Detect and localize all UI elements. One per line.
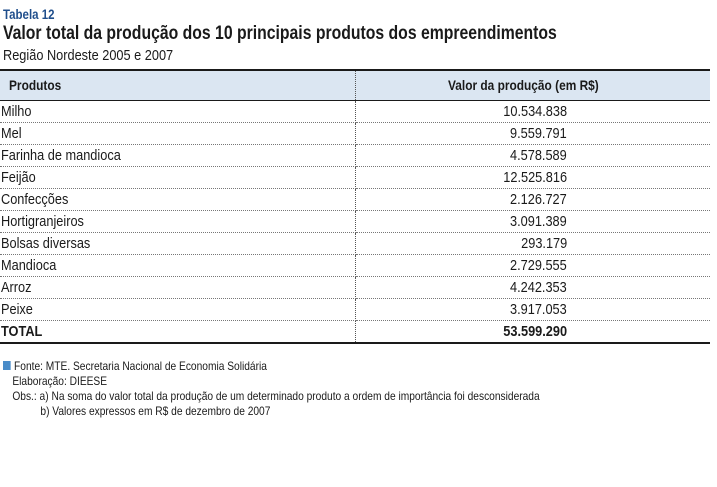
- cell-produto: Bolsas diversas: [0, 232, 356, 254]
- cell-produto: Mandioca: [0, 254, 356, 276]
- total-row: [0, 320, 710, 343]
- cell-valor: 12.525.816: [356, 166, 711, 188]
- cell-valor: 3.091.389: [356, 210, 711, 232]
- table-header: [3, 5, 713, 66]
- cell-produto: Hortigranjeiros: [0, 210, 356, 232]
- table-subtitle: Região Nordeste 2005 e 2007: [3, 47, 174, 64]
- cell-total-label: TOTAL: [0, 320, 356, 343]
- column-header-valor: Valor da produção (em R$): [356, 70, 711, 100]
- obs-note-a: Obs.: a) Na soma do valor total da produção de um determinado produto a ordem de importância foi desconsiderada: [12, 389, 540, 403]
- table-row: [0, 276, 710, 298]
- cell-produto: Peixe: [0, 298, 356, 320]
- column-header-produtos: Produtos: [0, 70, 356, 100]
- cell-valor: 3.917.053: [356, 298, 711, 320]
- table-notes: [3, 359, 634, 419]
- cell-valor: 293.179: [356, 232, 711, 254]
- table-row: [0, 100, 710, 122]
- production-table: [0, 69, 710, 344]
- cell-valor: 2.729.555: [356, 254, 711, 276]
- cell-produto: Confecções: [0, 188, 356, 210]
- table-row: [0, 232, 710, 254]
- cell-produto: Feijão: [0, 166, 356, 188]
- table-row: [0, 144, 710, 166]
- table-label: Tabela 12: [3, 6, 55, 22]
- cell-produto: Milho: [0, 100, 356, 122]
- cell-valor: 10.534.838: [356, 100, 711, 122]
- table-row: [0, 298, 710, 320]
- obs-note-b: b) Valores expressos em R$ de dezembro de 2007: [40, 404, 271, 418]
- bullet-square-icon: [3, 361, 11, 370]
- cell-produto: Arroz: [0, 276, 356, 298]
- cell-produto: Farinha de mandioca: [0, 144, 356, 166]
- source-note: Fonte: MTE. Secretaria Nacional de Economia Solidária: [3, 359, 540, 374]
- elaboration-note: Elaboração: DIEESE: [12, 374, 108, 388]
- cell-valor: 9.559.791: [356, 122, 711, 144]
- table-row: [0, 122, 710, 144]
- cell-valor: 4.578.589: [356, 144, 711, 166]
- cell-total-valor: 53.599.290: [356, 320, 711, 343]
- table-row: [0, 166, 710, 188]
- cell-produto: Mel: [0, 122, 356, 144]
- table-header-row: [0, 70, 710, 100]
- table-row: [0, 210, 710, 232]
- cell-valor: 4.242.353: [356, 276, 711, 298]
- table-row: [0, 254, 710, 276]
- table-title: Valor total da produção dos 10 principais produtos dos empreendimentos: [3, 23, 557, 44]
- table-row: [0, 188, 710, 210]
- cell-valor: 2.126.727: [356, 188, 711, 210]
